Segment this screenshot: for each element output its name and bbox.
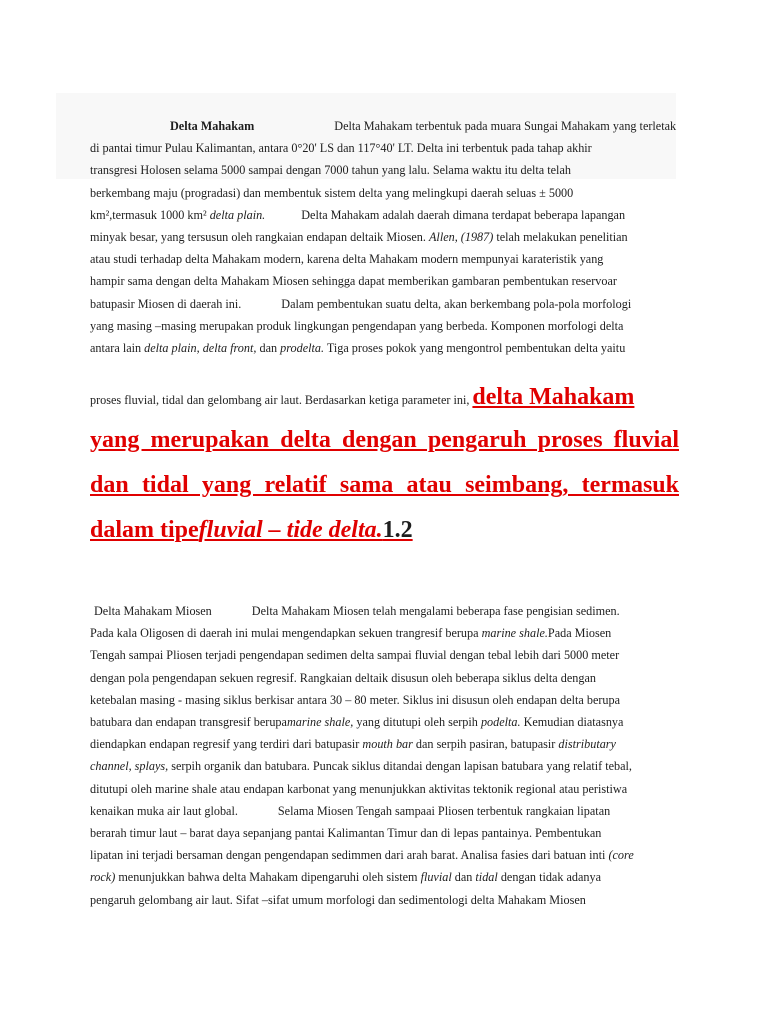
section-1-paragraph: Delta Mahakam Delta Mahakam terbentuk pada muara Sungai Mahakam yang terletak di pantai timur Pulau Kalimantan, antara 0°20' LS dan 117°40' LT. Delta ini terbentuk pada tahap akhir transgresi Holosen selama 5000 sampai dengan 7000 tahun yang lalu. Selama waktu itu delta telah berkembang maju (progradasi) dan membentuk sistem delta yang melingkupi daerah seluas ± 5000 km²,termasuk 1000 km² delta plain. Delta Mahakam adalah daerah dimana terdapat beberapa lapangan minyak besar, yang tersusun oleh rangkaian endapan deltaik Miosen. Allen, (1987) telah melakukan penelitian atau studi terhadap delta Mahakam modern, karena delta Mahakam modern mempunyai karateristik yang hampir sama dengan delta Mahakam Miosen sehingga dapat memberikan gambaran pembentukan reservoar batupasir Miosen di daerah ini. Dalam pembentukan suatu delta, akan berkembang pola-pola morfologi yang masing –masing merupakan produk lingkungan pengendapan yang berbeda. Komponen morfologi delta antara lain delta plain, delta front, dan prodelta. Tiga proses pokok yang mengontrol pembentukan delta yaitu: [90, 119, 677, 356]
section-1-line-12: proses fluvial, tidal dan gelombang air laut. Berdasarkan ketiga parameter ini, delta Mahakam: [90, 384, 635, 410]
highlight-line-4: dalam tipefluvial – tide delta.1.2: [90, 517, 413, 543]
section-2-paragraph: Delta Mahakam Miosen Delta Mahakam Miosen telah mengalami beberapa fase pengisian sedimen. Pada kala Oligosen di daerah ini mulai mengendapkan sekuen trangresif berupa marine shale.Pada Miosen Tengah sampai Pliosen terjadi pengendapan sedimen delta sampai fluvial dengan tebal lebih dari 5000 meter dengan pola pengendapan sekuen regresif. Rangkaian deltaik disusun oleh beberapa siklus delta dengan ketebalan masing - masing siklus berkisar antara 30 – 80 meter. Siklus ini disusun oleh endapan delta berupa batubara dan endapan transgresif berupamarine shale, yang ditutupi oleh serpih podelta. Kemudian diatasnya diendapkan endapan regresif yang terdiri dari batupasir mouth bar dan serpih pasiran, batupasir distributary channel, splays, serpih organik dan batubara. Puncak siklus ditandai dengan lapisan batubara yang relatif tebal, ditutupi oleh marine shale atau endapan karbonat yang menunjukkan aktivitas tektonik regional atau peristiwa kenaikan muka air laut global. Selama Miosen Tengah sampaai Pliosen terbentuk rangkaian lipatan berarah timur laut – barat daya sepanjang pantai Kalimantan Timur dan di lepas pantainya. Pembentukan lipatan ini terjadi bersaman dengan pengendapan sedimmen dari arah barat. Analisa fasies dari batuan inti (core rock) menunjukkan bahwa delta Mahakam dipengaruhi oleh sistem fluvial dan tidal dengan tidak adanya pengaruh gelombang air laut. Sifat –sifat umum morfologi dan sedimentologi delta Mahakam Miosen: [90, 604, 634, 907]
highlighted-phrase: delta Mahakam: [472, 384, 635, 410]
highlight-line-2: yang merupakan delta dengan pengaruh proses fluvial: [90, 427, 679, 453]
section-1-heading: Delta Mahakam: [170, 119, 255, 133]
highlight-line-3: dan tidal yang relatif sama atau seimbang, termasuk: [90, 472, 679, 498]
section-2-heading: Delta Mahakam Miosen: [94, 604, 212, 618]
